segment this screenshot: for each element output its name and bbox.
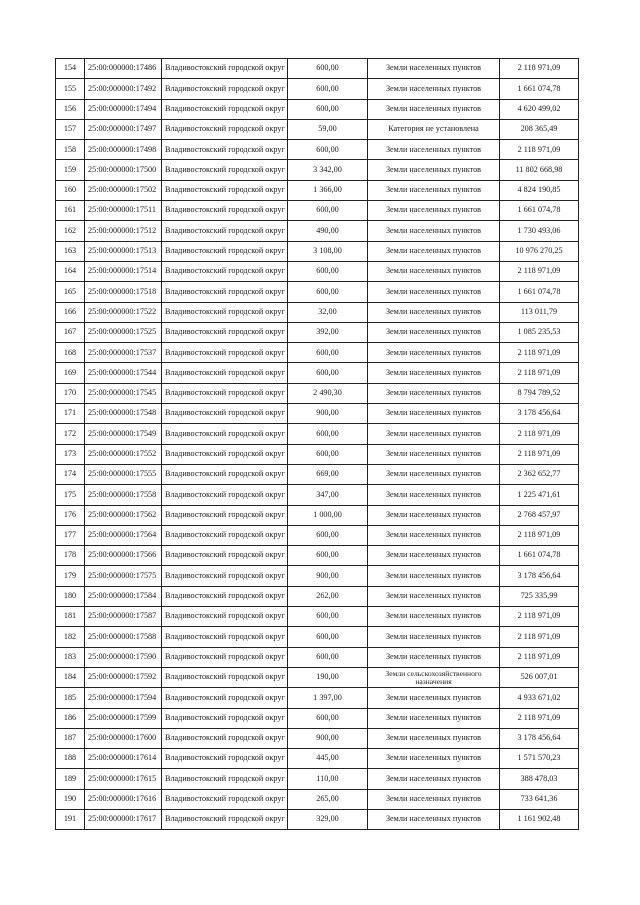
area-value: 329,00 [288, 809, 368, 829]
area-value: 490,00 [288, 221, 368, 241]
district-name: Владивостокский городской округ [162, 566, 288, 586]
land-category: Земли населенных пунктов [368, 546, 500, 566]
area-value: 600,00 [288, 99, 368, 119]
cadastral-number: 25:00:000000:17587 [85, 607, 162, 627]
land-category: Земли населенных пунктов [368, 728, 500, 748]
cadastral-number: 25:00:000000:17522 [85, 302, 162, 322]
row-number: 185 [56, 688, 85, 708]
land-category: Земли населенных пунктов [368, 140, 500, 160]
cadastral-value: 1 161 902,48 [500, 809, 579, 829]
cadastral-number: 25:00:000000:17537 [85, 343, 162, 363]
district-name: Владивостокский городской округ [162, 424, 288, 444]
table-row [56, 627, 579, 647]
table-row [56, 809, 579, 829]
row-number: 156 [56, 99, 85, 119]
cadastral-number: 25:00:000000:17594 [85, 688, 162, 708]
row-number: 161 [56, 201, 85, 221]
row-number: 181 [56, 607, 85, 627]
row-number: 159 [56, 160, 85, 180]
row-number: 168 [56, 343, 85, 363]
land-category: Земли населенных пунктов [368, 160, 500, 180]
cadastral-number: 25:00:000000:17512 [85, 221, 162, 241]
land-category: Земли населенных пунктов [368, 79, 500, 99]
cadastral-number: 25:00:000000:17518 [85, 282, 162, 302]
area-value: 900,00 [288, 404, 368, 424]
cadastral-number: 25:00:000000:17511 [85, 201, 162, 221]
district-name: Владивостокский городской округ [162, 688, 288, 708]
district-name: Владивостокский городской округ [162, 180, 288, 200]
area-value: 600,00 [288, 201, 368, 221]
area-value: 1 397,00 [288, 688, 368, 708]
row-number: 172 [56, 424, 85, 444]
row-number: 170 [56, 383, 85, 403]
district-name: Владивостокский городской округ [162, 505, 288, 525]
district-name: Владивостокский городской округ [162, 160, 288, 180]
table-row [56, 769, 579, 789]
cadastral-value: 2 118 971,09 [500, 59, 579, 79]
cadastral-value-table [55, 58, 579, 830]
cadastral-value: 2 118 971,09 [500, 363, 579, 383]
row-number: 155 [56, 79, 85, 99]
district-name: Владивостокский городской округ [162, 525, 288, 545]
row-number: 186 [56, 708, 85, 728]
area-value: 600,00 [288, 607, 368, 627]
table-row [56, 363, 579, 383]
district-name: Владивостокский городской округ [162, 607, 288, 627]
cadastral-value: 1 225 471,61 [500, 485, 579, 505]
district-name: Владивостокский городской округ [162, 221, 288, 241]
table-row [56, 607, 579, 627]
table-row [56, 140, 579, 160]
table-row [56, 505, 579, 525]
land-category: Земли населенных пунктов [368, 282, 500, 302]
cadastral-value: 4 933 671,02 [500, 688, 579, 708]
row-number: 176 [56, 505, 85, 525]
cadastral-number: 25:00:000000:17600 [85, 728, 162, 748]
land-category: Земли населенных пунктов [368, 221, 500, 241]
district-name: Владивостокский городской округ [162, 99, 288, 119]
district-name: Владивостокский городской округ [162, 809, 288, 829]
land-category: Земли населенных пунктов [368, 302, 500, 322]
land-category: Земли населенных пунктов [368, 59, 500, 79]
area-value: 445,00 [288, 749, 368, 769]
row-number: 166 [56, 302, 85, 322]
area-value: 262,00 [288, 586, 368, 606]
area-value: 900,00 [288, 566, 368, 586]
table-row [56, 586, 579, 606]
land-category: Земли населенных пунктов [368, 261, 500, 281]
table-row [56, 688, 579, 708]
cadastral-number: 25:00:000000:17502 [85, 180, 162, 200]
table-row [56, 59, 579, 79]
cadastral-value: 1 571 570,23 [500, 749, 579, 769]
land-category: Земли населенных пунктов [368, 505, 500, 525]
cadastral-value: 11 802 668,98 [500, 160, 579, 180]
cadastral-value: 1 661 074,78 [500, 546, 579, 566]
district-name: Владивостокский городской округ [162, 789, 288, 809]
row-number: 183 [56, 647, 85, 667]
cadastral-number: 25:00:000000:17592 [85, 667, 162, 687]
table-row [56, 749, 579, 769]
area-value: 1 366,00 [288, 180, 368, 200]
district-name: Владивостокский городской округ [162, 444, 288, 464]
table-row [56, 789, 579, 809]
table-row [56, 201, 579, 221]
land-category: Земли населенных пунктов [368, 647, 500, 667]
cadastral-value: 2 362 652,77 [500, 464, 579, 484]
district-name: Владивостокский городской округ [162, 749, 288, 769]
area-value: 265,00 [288, 789, 368, 809]
cadastral-value: 526 007,01 [500, 667, 579, 687]
district-name: Владивостокский городской округ [162, 586, 288, 606]
row-number: 160 [56, 180, 85, 200]
area-value: 32,00 [288, 302, 368, 322]
cadastral-number: 25:00:000000:17500 [85, 160, 162, 180]
land-category: Земли населенных пунктов [368, 99, 500, 119]
area-value: 600,00 [288, 708, 368, 728]
area-value: 600,00 [288, 282, 368, 302]
land-category: Земли населенных пунктов [368, 485, 500, 505]
table-row [56, 566, 579, 586]
cadastral-value: 1 730 493,06 [500, 221, 579, 241]
land-category: Земли населенных пунктов [368, 749, 500, 769]
area-value: 600,00 [288, 525, 368, 545]
row-number: 173 [56, 444, 85, 464]
district-name: Владивостокский городской округ [162, 627, 288, 647]
table-row [56, 221, 579, 241]
area-value: 600,00 [288, 261, 368, 281]
area-value: 900,00 [288, 728, 368, 748]
district-name: Владивостокский городской округ [162, 79, 288, 99]
cadastral-value: 1 661 074,78 [500, 201, 579, 221]
land-category: Земли населенных пунктов [368, 444, 500, 464]
land-category: Земли населенных пунктов [368, 180, 500, 200]
row-number: 178 [56, 546, 85, 566]
district-name: Владивостокский городской округ [162, 59, 288, 79]
row-number: 190 [56, 789, 85, 809]
land-category: Земли населенных пунктов [368, 424, 500, 444]
table-row [56, 404, 579, 424]
land-category: Земли сельскохозяйственного назначения [368, 667, 500, 687]
area-value: 110,00 [288, 769, 368, 789]
cadastral-value: 2 118 971,09 [500, 140, 579, 160]
table-row [56, 728, 579, 748]
cadastral-value: 2 118 971,09 [500, 343, 579, 363]
area-value: 600,00 [288, 444, 368, 464]
cadastral-number: 25:00:000000:17497 [85, 119, 162, 139]
row-number: 191 [56, 809, 85, 829]
area-value: 600,00 [288, 647, 368, 667]
cadastral-number: 25:00:000000:17548 [85, 404, 162, 424]
cadastral-value: 2 118 971,09 [500, 261, 579, 281]
row-number: 171 [56, 404, 85, 424]
table-row [56, 241, 579, 261]
table-row [56, 282, 579, 302]
area-value: 600,00 [288, 363, 368, 383]
table-row [56, 383, 579, 403]
area-value: 600,00 [288, 424, 368, 444]
cadastral-number: 25:00:000000:17514 [85, 261, 162, 281]
table-row [56, 302, 579, 322]
land-category: Земли населенных пунктов [368, 708, 500, 728]
cadastral-number: 25:00:000000:17617 [85, 809, 162, 829]
area-value: 669,00 [288, 464, 368, 484]
cadastral-value: 2 118 971,09 [500, 444, 579, 464]
land-category: Земли населенных пунктов [368, 241, 500, 261]
land-category: Земли населенных пунктов [368, 383, 500, 403]
district-name: Владивостокский городской округ [162, 119, 288, 139]
row-number: 165 [56, 282, 85, 302]
row-number: 164 [56, 261, 85, 281]
district-name: Владивостокский городской округ [162, 546, 288, 566]
land-category: Земли населенных пунктов [368, 627, 500, 647]
cadastral-number: 25:00:000000:17544 [85, 363, 162, 383]
cadastral-number: 25:00:000000:17562 [85, 505, 162, 525]
area-value: 190,00 [288, 667, 368, 687]
cadastral-value: 4 620 499,02 [500, 99, 579, 119]
land-category: Земли населенных пунктов [368, 404, 500, 424]
cadastral-value: 10 976 270,25 [500, 241, 579, 261]
land-category: Земли населенных пунктов [368, 586, 500, 606]
table-row [56, 708, 579, 728]
area-value: 347,00 [288, 485, 368, 505]
cadastral-number: 25:00:000000:17588 [85, 627, 162, 647]
cadastral-value: 113 011,79 [500, 302, 579, 322]
land-category: Земли населенных пунктов [368, 343, 500, 363]
cadastral-number: 25:00:000000:17564 [85, 525, 162, 545]
area-value: 3 108,00 [288, 241, 368, 261]
cadastral-number: 25:00:000000:17549 [85, 424, 162, 444]
cadastral-value: 208 365,49 [500, 119, 579, 139]
district-name: Владивостокский городской округ [162, 343, 288, 363]
district-name: Владивостокский городской округ [162, 485, 288, 505]
district-name: Владивостокский городской округ [162, 241, 288, 261]
district-name: Владивостокский городской округ [162, 282, 288, 302]
row-number: 158 [56, 140, 85, 160]
district-name: Владивостокский городской округ [162, 302, 288, 322]
land-category: Земли населенных пунктов [368, 201, 500, 221]
district-name: Владивостокский городской округ [162, 647, 288, 667]
row-number: 188 [56, 749, 85, 769]
cadastral-value: 725 335,99 [500, 586, 579, 606]
land-category: Земли населенных пунктов [368, 688, 500, 708]
cadastral-value: 1 661 074,78 [500, 79, 579, 99]
row-number: 187 [56, 728, 85, 748]
cadastral-number: 25:00:000000:17615 [85, 769, 162, 789]
cadastral-value: 3 178 456,64 [500, 566, 579, 586]
district-name: Владивостокский городской округ [162, 261, 288, 281]
area-value: 392,00 [288, 322, 368, 342]
cadastral-number: 25:00:000000:17575 [85, 566, 162, 586]
cadastral-value: 1 661 074,78 [500, 282, 579, 302]
land-category: Категория не установлена [368, 119, 500, 139]
land-category: Земли населенных пунктов [368, 809, 500, 829]
row-number: 169 [56, 363, 85, 383]
cadastral-number: 25:00:000000:17552 [85, 444, 162, 464]
cadastral-value: 2 118 971,09 [500, 525, 579, 545]
district-name: Владивостокский городской округ [162, 728, 288, 748]
row-number: 174 [56, 464, 85, 484]
district-name: Владивостокский городской округ [162, 464, 288, 484]
area-value: 59,00 [288, 119, 368, 139]
table-row [56, 79, 579, 99]
table-row [56, 261, 579, 281]
table-row [56, 546, 579, 566]
area-value: 600,00 [288, 546, 368, 566]
cadastral-number: 25:00:000000:17513 [85, 241, 162, 261]
table-row [56, 525, 579, 545]
area-value: 2 490,30 [288, 383, 368, 403]
table-row [56, 99, 579, 119]
cadastral-number: 25:00:000000:17494 [85, 99, 162, 119]
area-value: 600,00 [288, 140, 368, 160]
row-number: 163 [56, 241, 85, 261]
row-number: 175 [56, 485, 85, 505]
row-number: 162 [56, 221, 85, 241]
cadastral-number: 25:00:000000:17545 [85, 383, 162, 403]
cadastral-value: 2 118 971,09 [500, 607, 579, 627]
row-number: 154 [56, 59, 85, 79]
area-value: 600,00 [288, 627, 368, 647]
district-name: Владивостокский городской округ [162, 769, 288, 789]
cadastral-value: 3 178 456,64 [500, 404, 579, 424]
district-name: Владивостокский городской округ [162, 363, 288, 383]
cadastral-value: 8 794 789,52 [500, 383, 579, 403]
cadastral-number: 25:00:000000:17566 [85, 546, 162, 566]
cadastral-number: 25:00:000000:17614 [85, 749, 162, 769]
table-row [56, 343, 579, 363]
district-name: Владивостокский городской округ [162, 383, 288, 403]
land-category: Земли населенных пунктов [368, 566, 500, 586]
land-category: Земли населенных пунктов [368, 607, 500, 627]
area-value: 600,00 [288, 79, 368, 99]
row-number: 182 [56, 627, 85, 647]
cadastral-number: 25:00:000000:17616 [85, 789, 162, 809]
row-number: 157 [56, 119, 85, 139]
cadastral-value: 3 178 456,64 [500, 728, 579, 748]
table-row [56, 667, 579, 687]
cadastral-number: 25:00:000000:17558 [85, 485, 162, 505]
row-number: 179 [56, 566, 85, 586]
cadastral-value: 733 641,36 [500, 789, 579, 809]
area-value: 600,00 [288, 59, 368, 79]
area-value: 3 342,00 [288, 160, 368, 180]
district-name: Владивостокский городской округ [162, 708, 288, 728]
table-row [56, 160, 579, 180]
cadastral-number: 25:00:000000:17525 [85, 322, 162, 342]
district-name: Владивостокский городской округ [162, 667, 288, 687]
land-category: Земли населенных пунктов [368, 322, 500, 342]
row-number: 177 [56, 525, 85, 545]
table-row [56, 647, 579, 667]
cadastral-value: 2 768 457,97 [500, 505, 579, 525]
table-row [56, 424, 579, 444]
table-row [56, 444, 579, 464]
district-name: Владивостокский городской округ [162, 404, 288, 424]
table-row [56, 322, 579, 342]
cadastral-number: 25:00:000000:17498 [85, 140, 162, 160]
land-category: Земли населенных пунктов [368, 789, 500, 809]
district-name: Владивостокский городской округ [162, 140, 288, 160]
land-category: Земли населенных пунктов [368, 464, 500, 484]
cadastral-value: 388 478,03 [500, 769, 579, 789]
cadastral-value: 4 824 190,85 [500, 180, 579, 200]
row-number: 189 [56, 769, 85, 789]
row-number: 180 [56, 586, 85, 606]
land-category: Земли населенных пунктов [368, 363, 500, 383]
district-name: Владивостокский городской округ [162, 201, 288, 221]
cadastral-value: 2 118 971,09 [500, 627, 579, 647]
table-row [56, 485, 579, 505]
cadastral-number: 25:00:000000:17590 [85, 647, 162, 667]
row-number: 184 [56, 667, 85, 687]
cadastral-value: 2 118 971,09 [500, 647, 579, 667]
cadastral-value: 1 085 235,53 [500, 322, 579, 342]
cadastral-number: 25:00:000000:17555 [85, 464, 162, 484]
cadastral-value: 2 118 971,09 [500, 424, 579, 444]
district-name: Владивостокский городской округ [162, 322, 288, 342]
table-row [56, 180, 579, 200]
cadastral-number: 25:00:000000:17599 [85, 708, 162, 728]
cadastral-number: 25:00:000000:17486 [85, 59, 162, 79]
table-row [56, 119, 579, 139]
cadastral-value: 2 118 971,09 [500, 708, 579, 728]
land-category: Земли населенных пунктов [368, 769, 500, 789]
table-row [56, 464, 579, 484]
land-category: Земли населенных пунктов [368, 525, 500, 545]
cadastral-number: 25:00:000000:17492 [85, 79, 162, 99]
cadastral-number: 25:00:000000:17584 [85, 586, 162, 606]
table-body [56, 59, 579, 830]
area-value: 600,00 [288, 343, 368, 363]
row-number: 167 [56, 322, 85, 342]
area-value: 1 000,00 [288, 505, 368, 525]
